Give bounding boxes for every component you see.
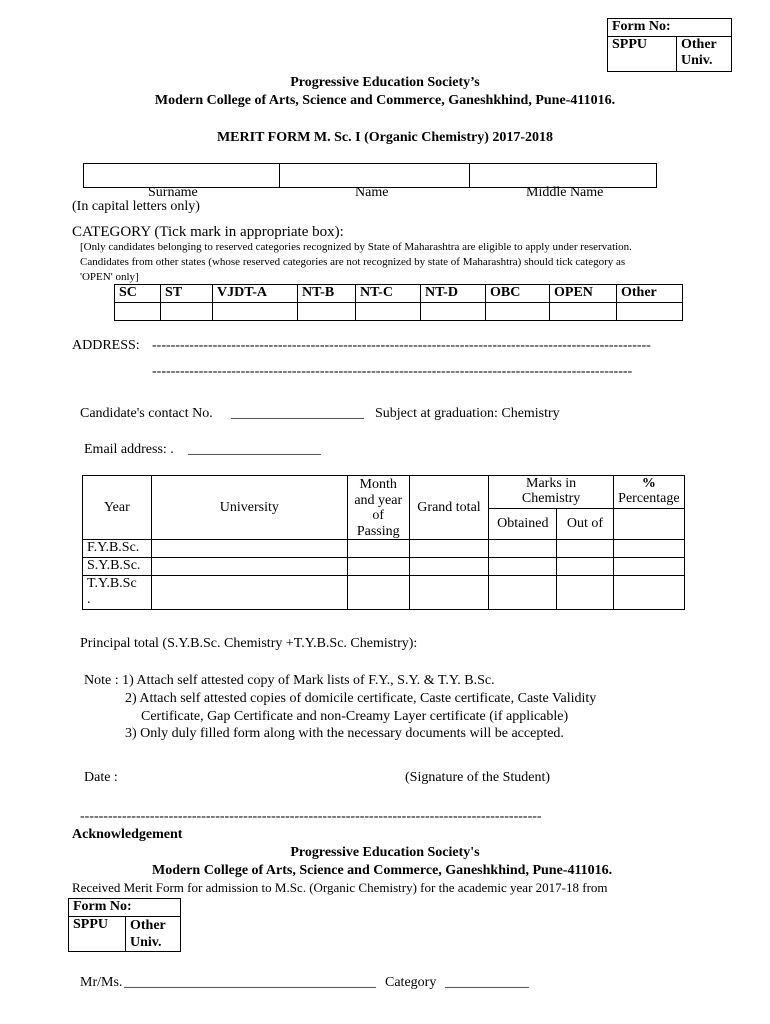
capital-letters-note: (In capital letters only) (72, 199, 200, 214)
category-option-open[interactable]: OPEN (550, 285, 617, 303)
signature-label: (Signature of the Student) (405, 770, 551, 785)
category-tick-box[interactable] (617, 303, 683, 321)
univ-label-bottom: Univ. (130, 935, 162, 950)
out-of-header: Out of (557, 508, 614, 540)
year-header: Year (83, 476, 152, 540)
ack-college-name: Modern College of Arts, Science and Commerce, Ganeshkhind, Pune-411016. (152, 863, 613, 878)
chemistry-label: Chemistry (521, 491, 581, 506)
category-label-bottom: Category (385, 975, 437, 990)
marks-cell[interactable] (409, 576, 489, 610)
row-label-ty (83, 576, 152, 610)
marks-cell[interactable] (151, 558, 347, 576)
surname-label: Surname (148, 185, 198, 200)
percent-symbol: % (641, 476, 656, 491)
grand-total-header: Grand total (409, 476, 489, 540)
category-option-nt-b[interactable]: NT-B (298, 285, 356, 303)
note-3: 3) Only duly filled form along with the necessary documents will be accepted. (125, 726, 564, 741)
email-label: Email address: . (84, 442, 174, 457)
note-1: Note : 1) Attach self attested copy of Mark lists of F.Y., S.Y. & T.Y. B.Sc. (84, 673, 495, 688)
month-header-l4: Passing (356, 523, 400, 539)
subject-at-graduation: Subject at graduation: Chemistry (375, 406, 560, 421)
ty-label: T.Y.B.Sc (87, 576, 137, 591)
category-tick-box[interactable] (356, 303, 421, 321)
marks-cell[interactable] (347, 558, 409, 576)
marks-in-chemistry-header (489, 476, 613, 509)
ack-received-text: Received Merit Form for admission to M.Sc. (Organic Chemistry) for the academic year 2017-18 from (72, 880, 608, 895)
marks-cell[interactable] (557, 540, 614, 558)
percentage-label: Percentage (618, 491, 680, 506)
email-input[interactable]: ___________________ (188, 442, 321, 457)
form-no-label-bottom: Form No: (69, 899, 181, 917)
marks-cell[interactable] (613, 576, 684, 610)
category-tick-box[interactable] (298, 303, 356, 321)
name-label: Name (355, 185, 389, 200)
marks-cell[interactable] (347, 576, 409, 610)
category-option-nt-c[interactable]: NT-C (356, 285, 421, 303)
ty-label-dot: . (87, 592, 91, 607)
category-input-bottom[interactable]: ____________ (445, 975, 529, 990)
category-option-vjdt-a[interactable]: VJDT-A (213, 285, 298, 303)
category-option-st[interactable]: ST (161, 285, 213, 303)
univ-label: Univ. (681, 53, 713, 68)
address-label: ADDRESS: (72, 338, 140, 353)
month-header-l1: Month (359, 477, 397, 492)
category-note-line3: 'OPEN' only] (80, 271, 139, 283)
category-table (114, 284, 683, 321)
category-tick-box[interactable] (486, 303, 550, 321)
row-label-sy: S.Y.B.Sc. (83, 558, 152, 576)
contact-input[interactable]: ___________________ (231, 406, 364, 421)
percentage-subheader-cell (613, 508, 684, 540)
mr-ms-label: Mr/Ms. (80, 975, 123, 990)
marks-cell[interactable] (557, 558, 614, 576)
marks-cell[interactable] (613, 558, 684, 576)
cut-separator: --------------------------------------------------------------------------------------------------- (80, 809, 542, 824)
date-label: Date : (84, 770, 118, 785)
category-tick-box[interactable] (213, 303, 298, 321)
form-title: MERIT FORM M. Sc. I (Organic Chemistry) 2017-2018 (216, 130, 554, 145)
note-2a: 2) Attach self attested copies of domicile certificate, Caste certificate, Caste Validity (125, 691, 597, 706)
acknowledgement-title: Acknowledgement (72, 827, 183, 842)
college-name: Modern College of Arts, Science and Commerce, Ganeshkhind, Pune-411016. (154, 93, 616, 108)
other-label-bottom: Other (130, 918, 166, 933)
form-number-box-top (607, 18, 732, 72)
marks-cell[interactable] (347, 540, 409, 558)
note-2b: Certificate, Gap Certificate and non-Creamy Layer certificate (if applicable) (141, 709, 569, 724)
principal-total-label: Principal total (S.Y.B.Sc. Chemistry +T.Y.B.Sc. Chemistry): (80, 636, 418, 651)
marks-cell[interactable] (557, 576, 614, 610)
form-number-box-bottom (68, 898, 181, 952)
obtained-header: Obtained (489, 508, 557, 540)
category-tick-box[interactable] (161, 303, 213, 321)
mr-ms-input[interactable]: ____________________________________ (124, 975, 376, 990)
society-name: Progressive Education Society’s (290, 75, 480, 90)
row-label-fy: F.Y.B.Sc. (83, 540, 152, 558)
marks-cell[interactable] (489, 576, 557, 610)
form-no-label: Form No: (608, 19, 732, 37)
marks-cell[interactable] (151, 576, 347, 610)
percentage-header (613, 476, 684, 509)
contact-label: Candidate's contact No. (80, 406, 213, 421)
marks-cell[interactable] (489, 540, 557, 558)
month-header-l3: of (372, 508, 385, 523)
university-header: University (151, 476, 347, 540)
middle-name-label: Middle Name (526, 185, 604, 200)
month-header-l2: and year (354, 492, 403, 508)
other-univ-checkbox-bottom[interactable] (126, 917, 181, 952)
category-tick-box[interactable] (421, 303, 486, 321)
marks-cell[interactable] (151, 540, 347, 558)
sppu-checkbox[interactable]: SPPU (608, 37, 677, 72)
category-option-other[interactable]: Other (617, 285, 683, 303)
ack-society-name: Progressive Education Society's (290, 845, 480, 860)
category-note-line2: Candidates from other states (whose reserved categories are not recognized by state of Maharashtra) should tick category as (80, 256, 626, 268)
category-heading: CATEGORY (Tick mark in appropriate box): (72, 224, 344, 240)
category-note-line1: [Only candidates belonging to reserved categories recognized by State of Maharashtra are eligible to apply under reservation. (80, 241, 632, 253)
marks-cell[interactable] (489, 558, 557, 576)
address-line-2[interactable]: ------------------------------------------------------------------------------------------------------- (152, 364, 633, 379)
other-label: Other (681, 37, 717, 52)
marks-cell[interactable] (409, 558, 489, 576)
marks-table (82, 475, 685, 610)
month-year-header (347, 476, 409, 540)
category-option-obc[interactable]: OBC (486, 285, 550, 303)
category-tick-box[interactable] (550, 303, 617, 321)
marks-cell[interactable] (409, 540, 489, 558)
category-option-nt-d[interactable]: NT-D (421, 285, 486, 303)
marks-in-label: Marks in (526, 476, 577, 491)
address-line-1[interactable]: ----------------------------------------------------------------------------------------------------------- (152, 338, 651, 353)
category-option-sc[interactable]: SC (115, 285, 161, 303)
other-univ-checkbox[interactable] (677, 37, 732, 72)
category-tick-box[interactable] (115, 303, 161, 321)
marks-cell[interactable] (613, 540, 684, 558)
sppu-checkbox-bottom[interactable]: SPPU (69, 917, 126, 952)
